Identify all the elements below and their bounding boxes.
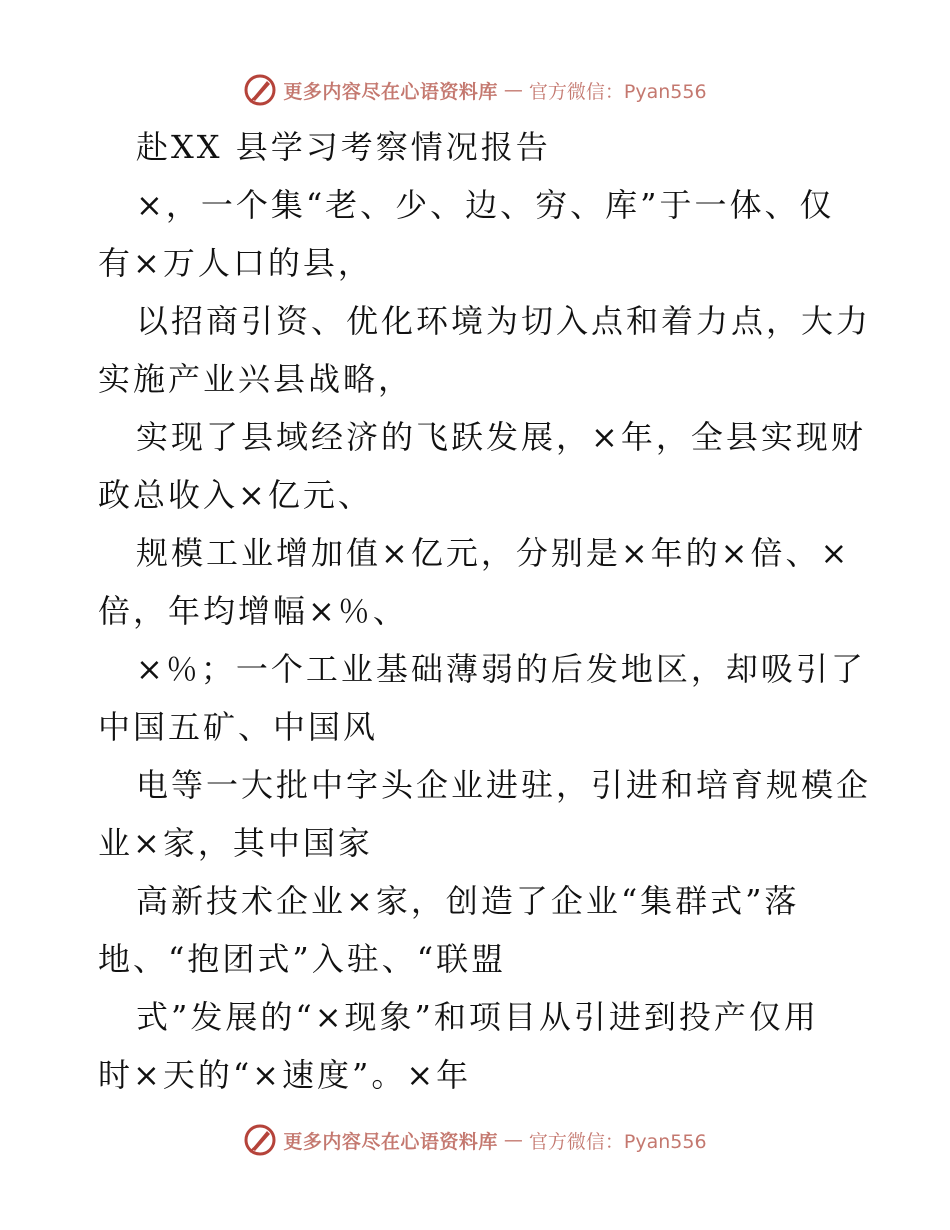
paragraph-line: 实现了县域经济的飞跃发展，×年，全县实现财 [136,418,866,456]
paragraph-line: 业×家，其中国家 [98,824,373,862]
document-body [98,118,872,1104]
paragraph-line: 有×万人口的县， [98,244,373,282]
watermark-group [243,1123,706,1157]
paragraph-line: 倍，年均增幅×％、 [98,592,408,630]
paragraph-line: 以招商引资、优化环境为切入点和着力点，大力 [136,302,872,340]
quill-pen-logo-icon [243,1123,277,1157]
paragraph-line: 高新技术企业×家，创造了企业“集群式”落 [136,882,800,920]
watermark-sub-text: 官方微信：Pyan556 [528,80,707,103]
quill-pen-logo-icon [243,73,277,107]
paragraph-line: 中国五矿、中国风 [98,708,379,746]
paragraph-line: 电等一大批中字头企业进驻，引进和培育规模企 [136,766,872,804]
paragraph-line: 规模工业增加值×亿元，分别是×年的×倍、× [136,534,851,572]
header-watermark [0,70,950,110]
watermark-separator: — [503,79,523,101]
watermark-separator: — [503,1129,523,1151]
footer-watermark [0,1120,950,1160]
watermark-main-text: 更多内容尽在心语资料库 [283,80,498,103]
document-title: 赴XX 县学习考察情况报告 [136,128,551,166]
paragraph-line: 实施产业兴县战略， [98,360,414,398]
watermark-sub-text: 官方微信：Pyan556 [528,1130,707,1153]
paragraph-line: 地、“抱团式”入驻、“联盟 [98,940,507,978]
paragraph-line: 时×天的“×速度”。×年 [98,1056,472,1094]
paragraph-line: 式”发展的“×现象”和项目从引进到投产仅用 [136,998,819,1036]
watermark-group [243,73,706,107]
paragraph-line: 政总收入×亿元、 [98,476,373,514]
paragraph-line: ×％；一个工业基础薄弱的后发地区，却吸引了 [136,650,866,688]
paragraph-line: ×，一个集“老、少、边、穷、库”于一体、仅 [136,186,835,224]
watermark-main-text: 更多内容尽在心语资料库 [283,1130,498,1153]
